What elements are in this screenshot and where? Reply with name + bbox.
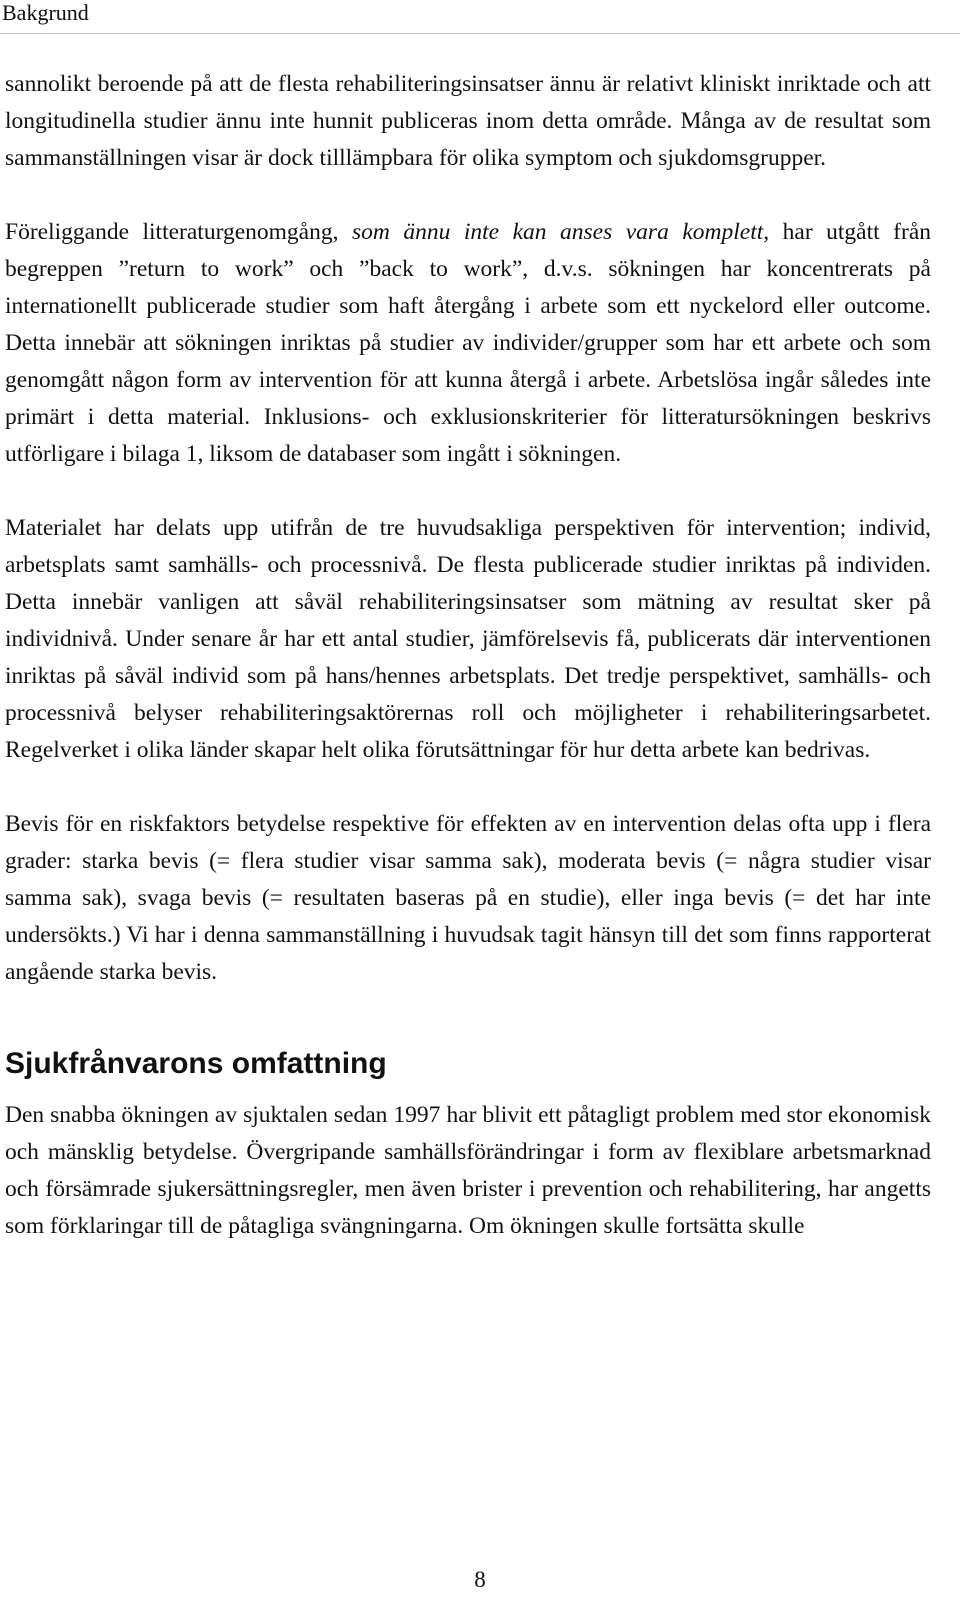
paragraph-sick-leave-extent: Den snabba ökningen av sjuktalen sedan 1997 har blivit ett påtagligt problem med stor ekonomisk och mänsklig betydelse. Övergripande samhällsförändringar i form av flexiblare arbetsmarknad och försämrade sjukersättningsregler, men även brister i prevention och rehabilitering, har angetts som förklaringar till de påtagliga svängningarna. Om ökningen skulle fortsätta skulle <box>5 1102 931 1239</box>
paragraph-literature-review-start: Föreliggande litteraturgenomgång, <box>5 219 352 245</box>
paragraph-rehabilitation-intro: sannolikt beroende på att de flesta rehabiliteringsinsatser ännu är relativt kliniskt inriktade och att longitudinella studier ännu inte hunnit publiceras inom detta område. Många av de resultat som sammanställningen visar är dock tilllämpbara för olika symptom och sjukdomsgrupper. <box>5 71 931 171</box>
page-body <box>5 66 931 1245</box>
paragraph-literature-review <box>5 214 931 473</box>
running-header-title: Bakgrund <box>2 0 89 25</box>
page-number: 8 <box>474 1567 486 1592</box>
running-header <box>0 0 960 34</box>
section-heading: Sjukfrånvarons omfattning <box>5 1047 387 1080</box>
paragraph-perspectives: Materialet har delats upp utifrån de tre huvudsakliga perspektiven för intervention; individ, arbetsplats samt samhälls- och processnivå. De flesta publicerade studier inriktas på individen. Detta innebär vanligen att såväl rehabiliteringsinsatser som mätning av resultat sker på individnivå. Under senare år har ett antal studier, jämförelsevis få, publicerats där interventionen inriktas på såväl individ som på hans/hennes arbetsplats. Det tredje perspektivet, samhälls- och processnivå belyser rehabiliteringsaktörernas roll och möjligheter i rehabiliteringsarbetet. Regelverket i olika länder skapar helt olika förutsättningar för hur detta arbete kan bedrivas. <box>5 515 931 763</box>
paragraph-evidence-grades: Bevis för en riskfaktors betydelse respektive för effekten av en intervention delas ofta upp i flera grader: starka bevis (= flera studier visar samma sak), moderata bevis (= några studier visar samma sak), svaga bevis (= resultaten baseras på en studie), eller inga bevis (= det har inte undersökts.) Vi har i denna sammanställning i huvudsak tagit hänsyn till det som finns rapporterat angående starka bevis. <box>5 811 931 985</box>
paragraph-literature-review-end: , har utgått från begreppen ”return to work” och ”back to work”, d.v.s. sökningen har koncentrerats på internationellt publicerade studier som haft återgång i arbete som ett nyckelord eller outcome. Detta innebär att sökningen inriktas på studier av individer/grupper som har ett arbete och som genomgått någon form av intervention för att kunna återgå i arbete. Arbetslösa ingår således inte primärt i detta material. Inklusions- och exklusionskriterier för litteratursökningen beskrivs utförligare i bilaga 1, liksom de databaser som ingått i sökningen. <box>5 219 931 467</box>
paragraph-literature-review-italic: som ännu inte kan anses vara komplett <box>352 219 764 245</box>
